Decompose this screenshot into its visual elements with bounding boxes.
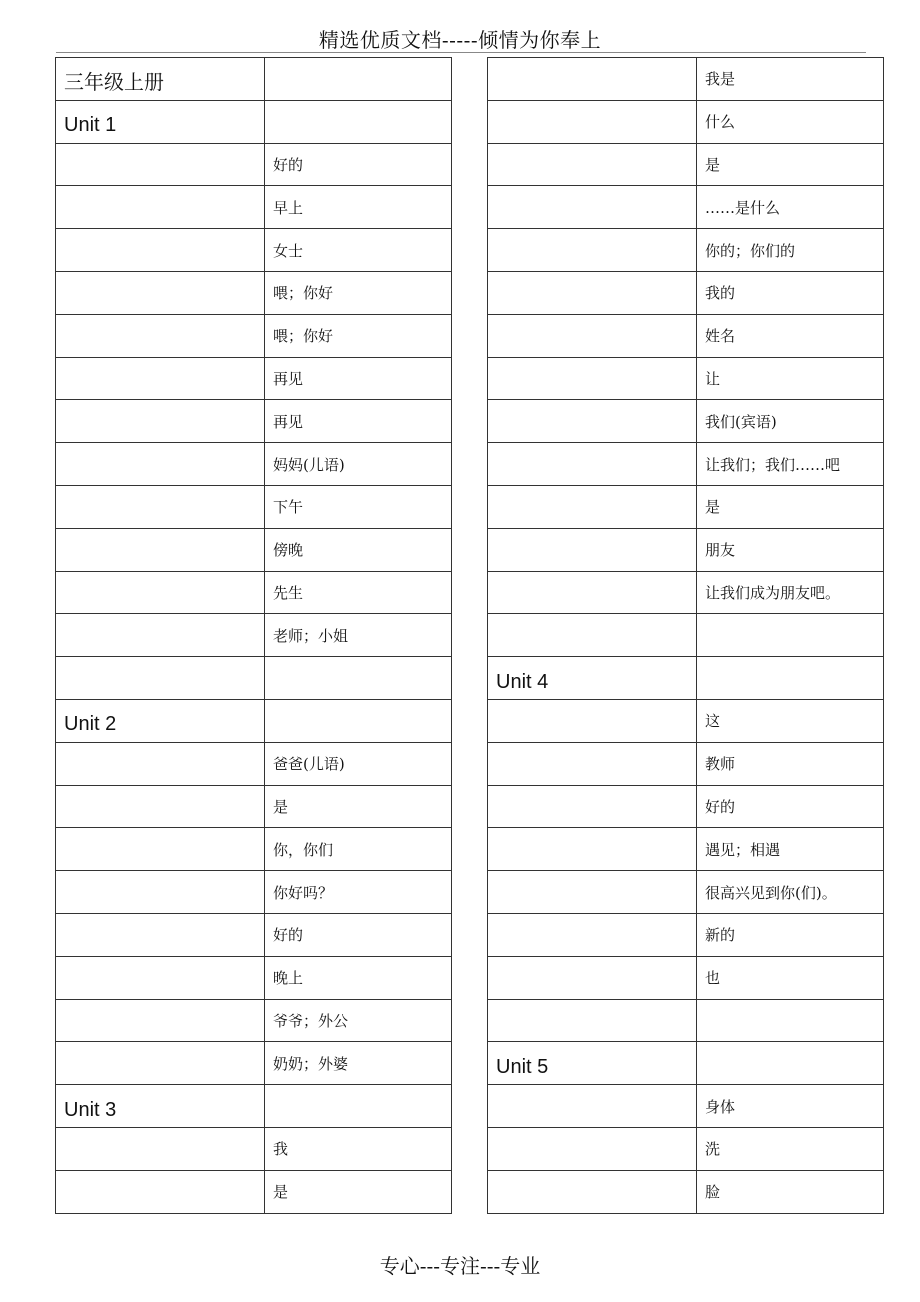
page-header: 精选优质文档-----倾情为你奉上 [318,28,602,52]
table-row [56,785,452,828]
english-cell [56,357,265,400]
chinese-meaning-cell: 妈妈(儿语) [265,443,452,486]
section-row [56,699,452,742]
english-cell [488,443,697,486]
chinese-meaning-cell: 喂；你好 [265,271,452,314]
chinese-meaning-cell [697,657,884,700]
table-row [488,485,884,528]
english-cell [56,143,265,186]
section-row [56,100,452,143]
table-row [488,956,884,999]
section-label: 三年级上册 [56,58,265,101]
section-label: Unit 1 [56,100,265,143]
table-row [488,1127,884,1170]
english-cell [488,186,697,229]
chinese-meaning-cell: 身体 [697,1085,884,1128]
english-cell [488,785,697,828]
chinese-meaning-cell: 爷爷；外公 [265,999,452,1042]
english-cell [488,100,697,143]
english-cell [56,1127,265,1170]
english-cell [56,999,265,1042]
english-cell [488,699,697,742]
english-cell [56,186,265,229]
chinese-meaning-cell: 姓名 [697,314,884,357]
table-row [56,956,452,999]
english-cell [56,657,265,700]
table-row [488,100,884,143]
section-label: Unit 3 [56,1085,265,1128]
table-row [488,143,884,186]
chinese-meaning-cell: 好的 [265,913,452,956]
chinese-meaning-cell: 我 [265,1127,452,1170]
english-cell [488,828,697,871]
english-cell [56,785,265,828]
table-row [488,699,884,742]
table-row [56,143,452,186]
table-row [56,828,452,871]
chinese-meaning-cell: 是 [697,143,884,186]
english-cell [488,143,697,186]
chinese-meaning-cell [265,699,452,742]
table-row [56,186,452,229]
table-row [488,571,884,614]
chinese-meaning-cell: 也 [697,956,884,999]
chinese-meaning-cell: 洗 [697,1127,884,1170]
chinese-meaning-cell: 晚上 [265,956,452,999]
table-row [56,357,452,400]
page-footer: 专心---专注---专业 [379,1254,541,1278]
english-cell [488,229,697,272]
table-row [56,614,452,657]
chinese-meaning-cell: 再见 [265,357,452,400]
table-row [488,828,884,871]
english-cell [56,742,265,785]
table-row [488,58,884,101]
chinese-meaning-cell: 爸爸(儿语) [265,742,452,785]
chinese-meaning-cell [697,1042,884,1085]
english-cell [488,357,697,400]
table-row [56,528,452,571]
table-row [56,1127,452,1170]
chinese-meaning-cell: 是 [265,785,452,828]
english-cell [56,485,265,528]
chinese-meaning-cell: 这 [697,699,884,742]
chinese-meaning-cell: 教师 [697,742,884,785]
english-cell [56,614,265,657]
table-row [56,1170,452,1213]
table-row [56,742,452,785]
chinese-meaning-cell [265,657,452,700]
section-row [488,1042,884,1085]
table-row [56,443,452,486]
header-divider [56,52,866,53]
chinese-meaning-cell: 我是 [697,58,884,101]
table-row [488,357,884,400]
table-row [488,400,884,443]
chinese-meaning-cell: 好的 [697,785,884,828]
table-row [488,443,884,486]
english-cell [488,571,697,614]
table-row [56,571,452,614]
chinese-meaning-cell: 是 [697,485,884,528]
chinese-meaning-cell: 什么 [697,100,884,143]
english-cell [56,528,265,571]
english-cell [488,871,697,914]
chinese-meaning-cell: 很高兴见到你(们)。 [697,871,884,914]
chinese-meaning-cell: 再见 [265,400,452,443]
table-row [488,1085,884,1128]
table-row [56,999,452,1042]
english-cell [488,271,697,314]
chinese-meaning-cell: 让 [697,357,884,400]
chinese-meaning-cell [697,614,884,657]
table-row [488,785,884,828]
table-row [488,614,884,657]
english-cell [56,443,265,486]
english-cell [488,614,697,657]
vocab-table-right [487,57,884,1214]
section-row [488,657,884,700]
table-row [56,871,452,914]
table-row [488,999,884,1042]
table-row [488,742,884,785]
table-row [56,657,452,700]
chinese-meaning-cell: 我的 [697,271,884,314]
table-row [488,271,884,314]
chinese-meaning-cell: 脸 [697,1170,884,1213]
chinese-meaning-cell: 你的；你们的 [697,229,884,272]
chinese-meaning-cell: 是 [265,1170,452,1213]
english-cell [56,1170,265,1213]
english-cell [488,742,697,785]
english-cell [488,528,697,571]
table-row [488,229,884,272]
english-cell [56,828,265,871]
table-row [488,913,884,956]
english-cell [488,999,697,1042]
section-row [56,58,452,101]
english-cell [56,229,265,272]
chinese-meaning-cell: 你，你们 [265,828,452,871]
table-row [488,1170,884,1213]
chinese-meaning-cell [265,58,452,101]
chinese-meaning-cell: 喂；你好 [265,314,452,357]
chinese-meaning-cell: 早上 [265,186,452,229]
table-row [56,913,452,956]
english-cell [488,956,697,999]
chinese-meaning-cell: 让我们成为朋友吧。 [697,571,884,614]
english-cell [488,58,697,101]
english-cell [56,314,265,357]
chinese-meaning-cell: 女士 [265,229,452,272]
english-cell [488,1170,697,1213]
chinese-meaning-cell: 奶奶；外婆 [265,1042,452,1085]
english-cell [56,400,265,443]
english-cell [488,913,697,956]
table-row [488,186,884,229]
chinese-meaning-cell: 好的 [265,143,452,186]
chinese-meaning-cell: 下午 [265,485,452,528]
english-cell [488,1127,697,1170]
table-row [56,485,452,528]
section-label: Unit 2 [56,699,265,742]
english-cell [56,913,265,956]
chinese-meaning-cell: 老师；小姐 [265,614,452,657]
chinese-meaning-cell: 新的 [697,913,884,956]
chinese-meaning-cell [265,1085,452,1128]
english-cell [488,1085,697,1128]
table-row [56,400,452,443]
chinese-meaning-cell: 我们(宾语) [697,400,884,443]
chinese-meaning-cell: 遇见；相遇 [697,828,884,871]
chinese-meaning-cell: 朋友 [697,528,884,571]
english-cell [56,956,265,999]
chinese-meaning-cell: 让我们；我们……吧 [697,443,884,486]
english-cell [488,485,697,528]
table-row [488,871,884,914]
english-cell [56,271,265,314]
table-row [488,528,884,571]
chinese-meaning-cell: 先生 [265,571,452,614]
section-label: Unit 5 [488,1042,697,1085]
section-label: Unit 4 [488,657,697,700]
chinese-meaning-cell [697,999,884,1042]
table-row [56,271,452,314]
table-row [56,1042,452,1085]
chinese-meaning-cell: ……是什么 [697,186,884,229]
section-row [56,1085,452,1128]
english-cell [488,314,697,357]
english-cell [488,400,697,443]
chinese-meaning-cell [265,100,452,143]
english-cell [56,571,265,614]
chinese-meaning-cell: 傍晚 [265,528,452,571]
table-row [488,314,884,357]
table-row [56,229,452,272]
english-cell [56,1042,265,1085]
vocab-table-left [55,57,452,1214]
english-cell [56,871,265,914]
chinese-meaning-cell: 你好吗？ [265,871,452,914]
table-row [56,314,452,357]
